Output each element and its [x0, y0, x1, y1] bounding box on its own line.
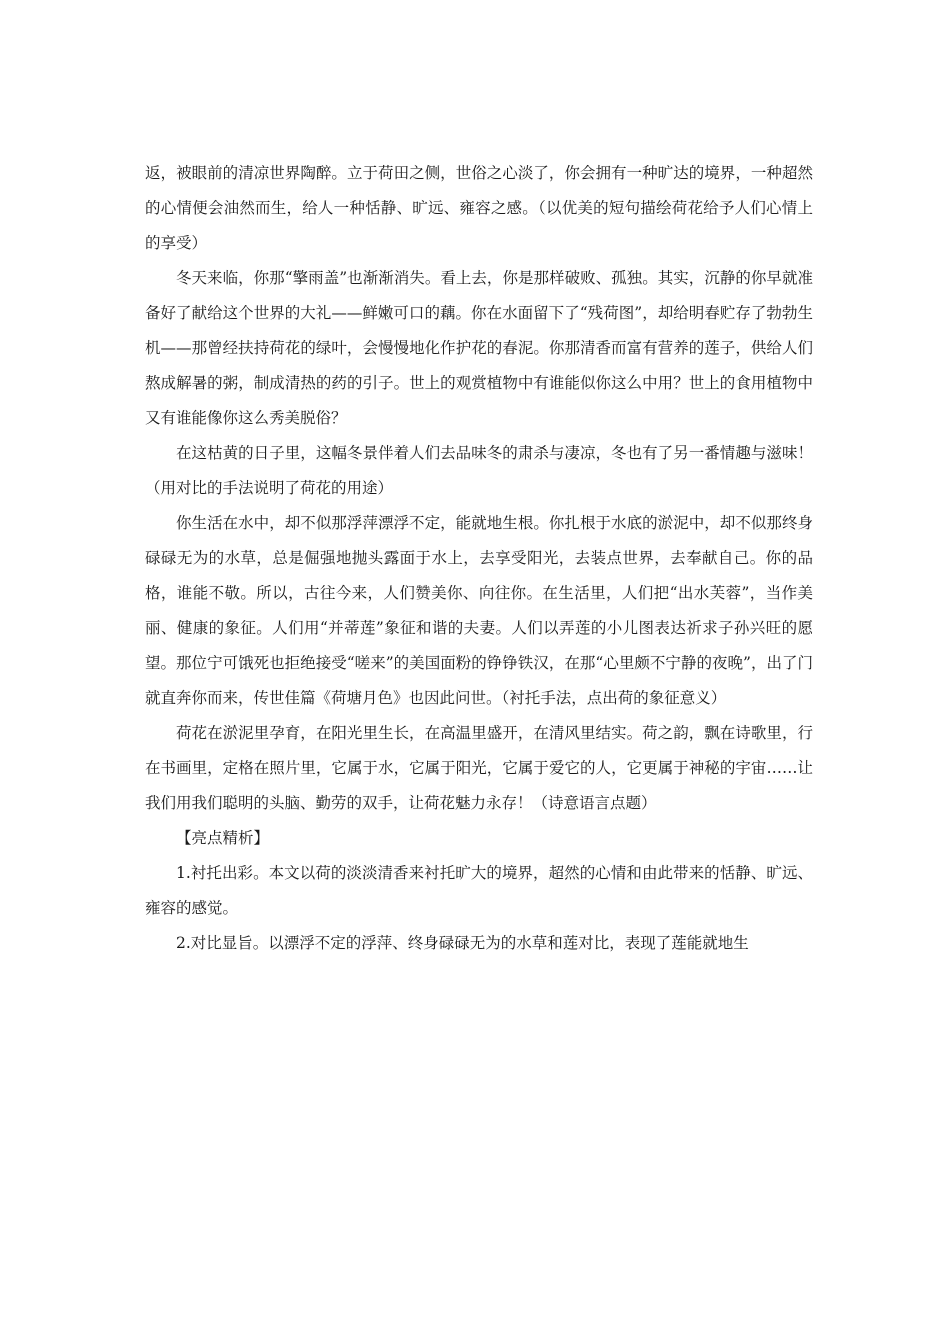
section-heading: 【亮点精析】	[176, 829, 270, 847]
paragraph-winter: 冬天来临，你那“擎雨盖”也渐渐消失。看上去，你是那样破败、孤独。其实，沉静的你早就准备好了献给这个世界的大礼——鲜嫩可口的藕。你在水面留下了“残荷图”，却给明春贮存了勃勃生机——那曾经扶持荷花的绿叶，会慢慢地化作护花的春泥。你那清香而富有营养的莲子，供给人们熬成解暑的粥，制成清热的药的引子。世上的观赏植物中有谁能似你这么中用？世上的食用植物中又有谁能像你这么秀美脱俗？	[145, 269, 813, 427]
highlight-point-2: 2.对比显旨。以漂浮不定的浮萍、终身碌碌无为的水草和莲对比，表现了莲能就地生	[176, 934, 749, 952]
document-body	[145, 156, 813, 961]
paragraph-winter-scene: 在这枯黄的日子里，这幅冬景伴着人们去品味冬的肃杀与凄凉，冬也有了另一番情趣与滋味！（用对比的手法说明了荷花的用途）	[145, 444, 813, 497]
highlight-point-1: 1.衬托出彩。本文以荷的淡淡清香来衬托旷大的境界，超然的心情和由此带来的恬静、旷远、雍容的感觉。	[145, 864, 813, 917]
paragraph-symbolism: 你生活在水中，却不似那浮萍漂浮不定，能就地生根。你扎根于水底的淤泥中，却不似那终身碌碌无为的水草，总是倔强地抛头露面于水上，去享受阳光，去装点世界，去奉献自己。你的品格，谁能不敬。所以，古往今来，人们赞美你、向往你。在生活里，人们把“出水芙蓉”，当作美丽、健康的象征。人们用“并蒂莲”象征和谐的夫妻。人们以弄莲的小儿图表达祈求子孙兴旺的愿望。那位宁可饿死也拒绝接受“嗟来”的美国面粉的铮铮铁汉，在那“心里颇不宁静的夜晚”，出了门就直奔你而来，传世佳篇《荷塘月色》也因此问世。（衬托手法，点出荷的象征意义）	[145, 514, 813, 707]
paragraph-conclusion: 荷花在淤泥里孕育，在阳光里生长，在高温里盛开，在清风里结实。荷之韵，飘在诗歌里，行在书画里，定格在照片里，它属于水，它属于阳光，它属于爱它的人，它更属于神秘的宇宙……让我们用我们聪明的头脑、勤劳的双手，让荷花魅力永存！（诗意语言点题）	[145, 724, 813, 812]
paragraph-continuation: 返，被眼前的清凉世界陶醉。立于荷田之侧，世俗之心淡了，你会拥有一种旷达的境界，一种超然的心情便会油然而生，给人一种恬静、旷远、雍容之感。（以优美的短句描绘荷花给予人们心情上的享受）	[145, 164, 813, 252]
